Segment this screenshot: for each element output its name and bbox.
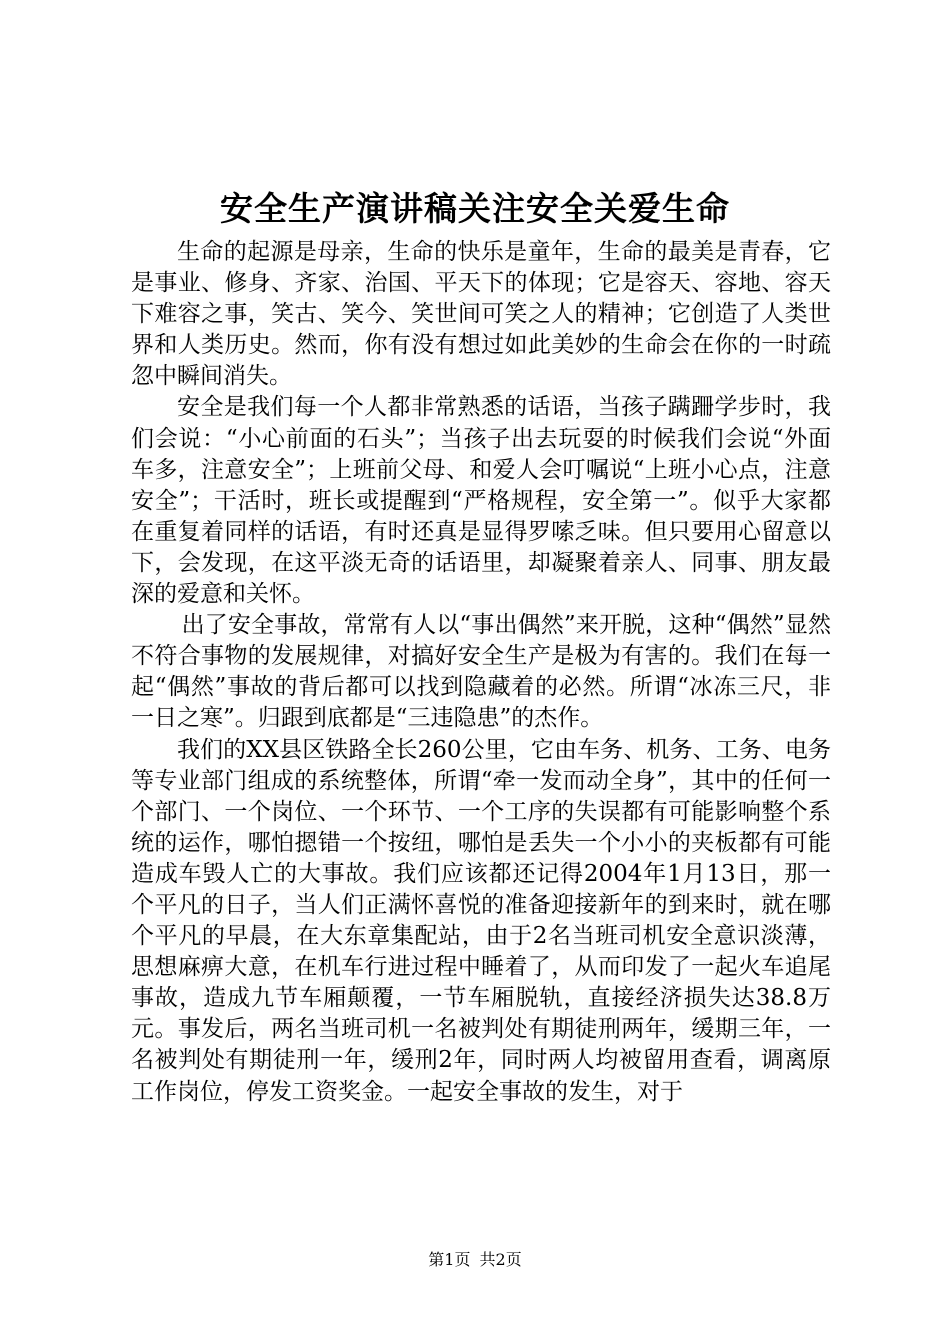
page-number-total: 共2页: [479, 1250, 522, 1269]
paragraph-1: 生命的起源是母亲，生命的快乐是童年，生命的最美是青春，它是事业、修身、齐家、治国、平天下的体现；它是容天、容地、容天下难容之事，笑古、笑今、笑世间可笑之人的精神；它创造了人类世界和人类历史。然而，你有没有想过如此美妙的生命会在你的一时疏忽中瞬间消失。: [131, 239, 831, 390]
paragraph-2: 安全是我们每一个人都非常熟悉的话语，当孩子蹒跚学步时，我们会说：“小心前面的石头”；当孩子出去玩耍的时候我们会说“外面车多，注意安全”；上班前父母、和爱人会叮嘱说“上班小心点，注意安全”；干活时，班长或提醒到“严格规程，安全第一”。似乎大家都在重复着同样的话语，有时还真是显得罗嗦乏味。但只要用心留意以下，会发现，在这平淡无奇的话语里，却凝聚着亲人、同事、朋友最深的爱意和关怀。: [131, 394, 831, 608]
document-title: 安全生产演讲稿关注安全关爱生命: [220, 189, 730, 228]
paragraph-3: 出了安全事故，常常有人以“事出偶然”来开脱，这种“偶然”显然不符合事物的发展规律，对搞好安全生产是极为有害的。我们在每一起“偶然”事故的背后都可以找到隐藏着的必然。所谓“冰冻三尺，非一日之寒”。归跟到底都是“三违隐患”的杰作。: [131, 612, 831, 732]
paragraph-4: 我们的XX县区铁路全长260公里，它由车务、机务、工务、电务等专业部门组成的系统整体，所谓“牵一发而动全身”，其中的任何一个部门、一个岗位、一个环节、一个工序的失误都有可能影响整个系统的运作，哪怕摁错一个按纽，哪怕是丢失一个小小的夹板都有可能造成车毁人亡的大事故。我们应该都还记得2004年1月13日，那一个平凡的日子，当人们正满怀喜悦的准备迎接新年的到来时，就在哪个平凡的早晨，在大东章集配站，由于2名当班司机安全意识淡薄，思想麻痹大意，在机车行进过程中睡着了，从而印发了一起火车追尾事故，造成九节车厢颠覆，一节车厢脱轨，直接经济损失达38.8万元。事发后，两名当班司机一名被判处有期徒刑两年，缓期三年，一名被判处有期徒刑一年，缓刑2年，同时两人均被留用查看，调离原工作岗位，停发工资奖金。一起安全事故的发生，对于: [131, 736, 831, 1105]
page-number-current: 第1页: [428, 1250, 471, 1269]
document-body: [131, 237, 831, 1108]
page-footer: [0, 1249, 950, 1271]
